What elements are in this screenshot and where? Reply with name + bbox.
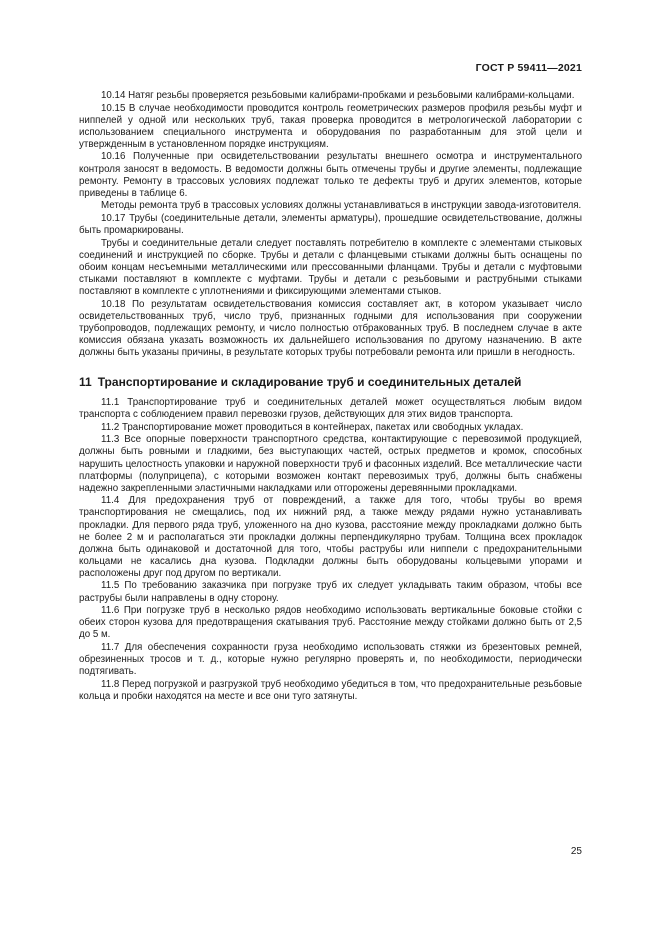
section-11-number: 11 (79, 375, 92, 390)
page-content (79, 90, 582, 703)
paragraph-10-16: 10.16 Полученные при освидетельствовании результаты внешнего осмотра и инструментального контроля заносят в ведомость. В ведомости должны быть отмечены трубы и другие элементы, подлежащие ремонту. Ремонту в трассовых условиях подлежат только те дефекты труб и других элементов, которые приведены в таблице 6. (79, 151, 582, 199)
paragraph-11-5: 11.5 По требованию заказчика при погрузке труб их следует укладывать таким образом, чтобы все раструбы были направлены в одну сторону. (79, 580, 582, 604)
document-id-header: ГОСТ Р 59411—2021 (475, 62, 582, 74)
paragraph-repair-methods: Методы ремонта труб в трассовых условиях должны устанавливаться в инструкции завода-изготовителя. (101, 200, 582, 212)
section-11-heading (79, 375, 582, 390)
paragraph-11-3: 11.3 Все опорные поверхности транспортного средства, контактирующие с перевозимой продукцией, должны быть ровными и гладкими, без выступающих частей, острых предметов и кромок, способных нарушить целостность упаковки и наружной поверхности труб и фасонных изделий. Все металлические части платформы (полуприцепа), с которыми возможен контакт перевозимых труб, должны быть снабжены надежно закрепленными эластичными накладками или отгорожены деревянными прокладками. (79, 434, 582, 494)
paragraph-supply-kit: Трубы и соединительные детали следует поставлять потребителю в комплекте с элементами стыковых соединений и инструкцией по сборке. Трубы и детали с фланцевыми стыками должны быть оснащены по обоим концам несъемными металлическими или прессованными фланцами. Трубы и детали с муфтовыми стыками поставляют в комплекте с муфтами. Трубы и детали с резьбовыми и раструбными стыками поставляют в комплекте с уплотнениями и фиксирующими элементами стыков. (79, 237, 582, 297)
paragraph-11-4: 11.4 Для предохранения труб от повреждений, а также для того, чтобы трубы во время транспортирования не смещались, под их нижний ряд, а также между рядами нужно устанавливать прокладки. Для первого ряда труб, уложенного на дно кузова, расстояние между прокладками должно быть не более 2 м и располагаться эти прокладки должны перпендикулярно трубам. Толщина всех прокладок должна быть одинаковой и достаточной для того, чтобы раструбы или ниппели с предохранительными кольцами не касались дна кузова. Подкладки должны быть оборудованы кольцевыми упорами и расположены друг под другом по вертикали. (79, 495, 582, 579)
page-number: 25 (570, 846, 582, 857)
paragraph-11-6: 11.6 При погрузке труб в несколько рядов необходимо использовать вертикальные боковые стойки с обеих сторон кузова для предотвращения скатывания труб. Расстояние между стойками должно быть от 2,5 до 5 м. (79, 605, 582, 641)
paragraph-10-18: 10.18 По результатам освидетельствования комиссия составляет акт, в котором указывает число освидетельствованных труб, число труб, признанных годными для использования при сооружении трубопроводов, подлежащих ремонту, и число полностью отбракованных труб. В последнем случае в акте комиссия обязана указать возможность их дальнейшего использования по другому назначению. В акте должны быть указаны причины, в результате которых трубы потребовали ремонта или пришли в негодность. (79, 298, 582, 358)
paragraph-10-15: 10.15 В случае необходимости проводится контроль геометрических размеров профиля резьбы муфт и ниппелей у одной или нескольких труб, такая проверка проводится в метрологической лаборатории с использованием специального инструмента и оборудования по разработанным для этой цели и утвержденным в установленном порядке инструкциям. (79, 102, 582, 150)
paragraph-10-17: 10.17 Трубы (соединительные детали, элементы арматуры), прошедшие освидетельствование, должны быть промаркированы. (79, 212, 582, 237)
paragraph-11-2: 11.2 Транспортирование может проводиться в контейнерах, пакетах или свободных укладах. (101, 421, 524, 433)
paragraph-10-14: 10.14 Натяг резьбы проверяется резьбовыми калибрами-пробками и резьбовыми калибрами-кольцами. (101, 90, 575, 101)
section-11-title: Транспортирование и складирование труб и соединительных деталей (97, 375, 522, 390)
paragraph-11-1: 11.1 Транспортирование труб и соединительных деталей может осуществляться любым видом транспорта с соблюдением правил перевозки грузов, действующих для этих видов транспорта. (79, 397, 582, 421)
paragraph-11-7: 11.7 Для обеспечения сохранности груза необходимо использовать стяжки из брезентовых ремней, обрезиненных тросов и т. д., которые нужно регулярно проверять и, по необходимости, периодически подтягивать. (79, 641, 582, 678)
paragraph-11-8: 11.8 Перед погрузкой и разгрузкой труб необходимо убедиться в том, что предохранительные резьбовые кольца и пробки находятся на месте и все они туго затянуты. (79, 678, 582, 702)
